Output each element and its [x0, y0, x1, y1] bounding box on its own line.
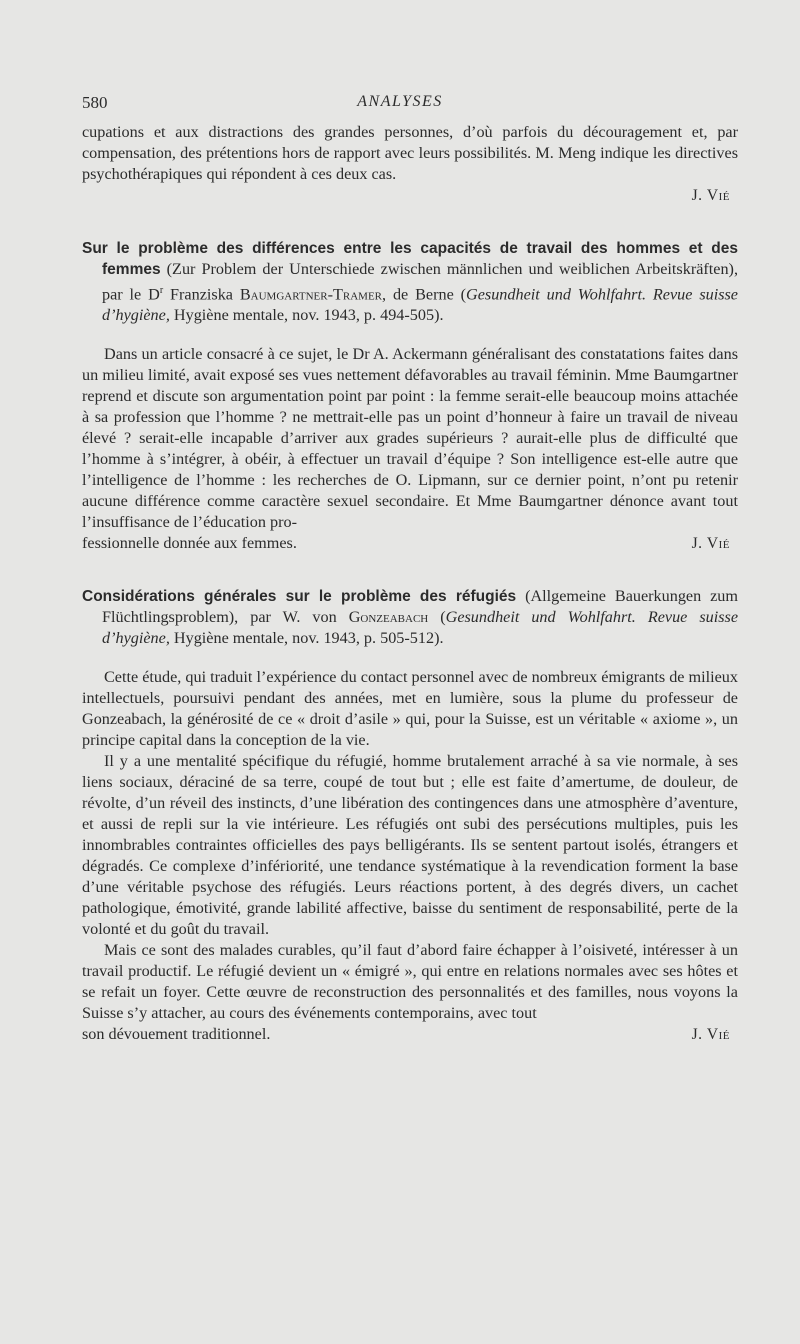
entry-heading — [82, 586, 738, 649]
entry-body-paragraph: Cette étude, qui traduit l’expérience du contact personnel avec de nombreux émigrants de milieux intellectuels, poursuivi pendant des années, met en lumière, sous la plume du professeur de Gonzeabach, la générosité de ce « droit d’asile » qui, pour la Suisse, est un véritable « axiome », un principe capital dans la conception de la vie. — [82, 668, 738, 750]
entry-body-paragraph: Il y a une mentalité spécifique du réfugié, homme brutalement arraché à sa vie normale, à ses liens sociaux, déraciné de sa terre, coupé de tout but ; elle est faite d’amertume, de douleur, de révolte, d’un réveil des instincts, d’une libération des contingences dans une atmosphère d’aventure, et aussi de repli sur la vie intérieure. Les réfugiés ont subi des persécutions multiples, puis les innombrables contraintes officielles des pays belligérants. Ils se sentent partout isolés, étrangers et dégradés. Ce complexe d’infériorité, une tendance systématique à la revendication forment la base d’une véritable psychose des réfugiés. Leurs réactions portent, à des degrés divers, un cachet pathologique, émotivité, grande labilité affective, baisse du sentiment de responsabilité, perte de la volonté et du goût du travail. — [82, 752, 738, 939]
author-last-name: Baumgartner-Tramer — [239, 285, 383, 304]
signature-name: Vié — [706, 535, 730, 553]
review-signature — [692, 1024, 738, 1045]
page-number: 580 — [82, 93, 108, 112]
review-signature — [692, 533, 738, 554]
journal-section: Hygiène mentale, nov. 1943, p. 505-512). — [169, 629, 444, 648]
signature-initial: J. — [691, 1026, 703, 1044]
author-first-name: Franziska — [163, 285, 240, 304]
journal-section: Hygiène mentale, nov. 1943, p. 494-505). — [169, 306, 444, 325]
paren-open: ( — [428, 608, 446, 627]
page-header — [82, 93, 718, 115]
entry-title: Considérations générales sur le problème des réfugiés — [82, 588, 517, 606]
signature-initial: J. — [691, 187, 703, 204]
signature-name: Vié — [706, 187, 730, 204]
entry-body-paragraph: Dans un article consacré à ce sujet, le Dr A. Ackermann généralisant des constatations faites dans un milieu limité, avait exposé ses vues nettement défavorables au travail féminin. Mme Baumgartner reprend et discute son argumentation point par point : la femme serait-elle beaucoup moins attachée à sa profession que l’homme ? ne mettrait-elle pas un point d’honneur à faire un travail de niveau élevé ? serait-elle incapable d’arriver aux grades supérieurs ? aurait-elle plus de difficulté que l’homme à s’intégrer, à obéir, à effectuer un travail d’équipe ? Son intelligence est-elle autre que l’intelligence de l’homme : les recherches de O. Lipmann, sur ce dernier point, n’ont pu retenir aucune différence comme caractère sexuel secondaire. Et Mme Baumgartner dénonce avant tout l’insuffisance de l’éducation pro- — [82, 345, 738, 532]
running-head: ANALYSES — [357, 93, 443, 110]
author-last-name: Gonzeabach — [348, 608, 429, 627]
entry-heading — [82, 238, 738, 326]
journal-name: Gesundheit und Wohlfahrt. Revue suisse d’hygiène, — [102, 608, 739, 648]
entry-last-row — [82, 533, 738, 554]
entry-original-title: (Zur Problem der Unterschiede zwischen männlichen und weiblichen Arbeitskräften), par le D — [102, 260, 738, 304]
entry-last-line: fessionnelle donnée aux femmes. — [82, 534, 297, 553]
dr-superscript: r — [159, 285, 164, 296]
entry-title: Sur le problème des différences entre les capacités de travail des hommes et des femmes — [82, 240, 738, 278]
entry-original-title: (Allgemeine Bauerkungen zum Flüchtlingsproblem), par W. von — [102, 587, 738, 627]
author-place: , de Berne ( — [382, 285, 467, 304]
signature-initial: J. — [691, 535, 703, 553]
review-signature — [82, 185, 738, 206]
journal-name: Gesundheit und Wohlfahrt. Revue suisse d’hygiène, — [102, 285, 738, 325]
page-content — [82, 122, 738, 1045]
entry-last-row — [82, 1024, 738, 1045]
entry-body-paragraph: Mais ce sont des malades curables, qu’il faut d’abord faire échapper à l’oisiveté, intéresser à un travail productif. Le réfugié devient un « émigré », qui entre en relations normales avec ses hôtes et se refait un foyer. Cette œuvre de reconstruction des personnalités et des familles, nous voyons la Suisse s’y attacher, au cours des événements contemporains, avec tout — [82, 941, 738, 1023]
entry-last-line: son dévouement traditionnel. — [82, 1025, 271, 1044]
continuation-paragraph: cupations et aux distractions des grandes personnes, d’où parfois du découragement et, par compensation, des prétentions hors de rapport avec leurs possibilités. M. Meng indique les directives psychothérapiques qui répondent à ces deux cas. — [82, 123, 738, 183]
signature-name: Vié — [706, 1026, 730, 1044]
